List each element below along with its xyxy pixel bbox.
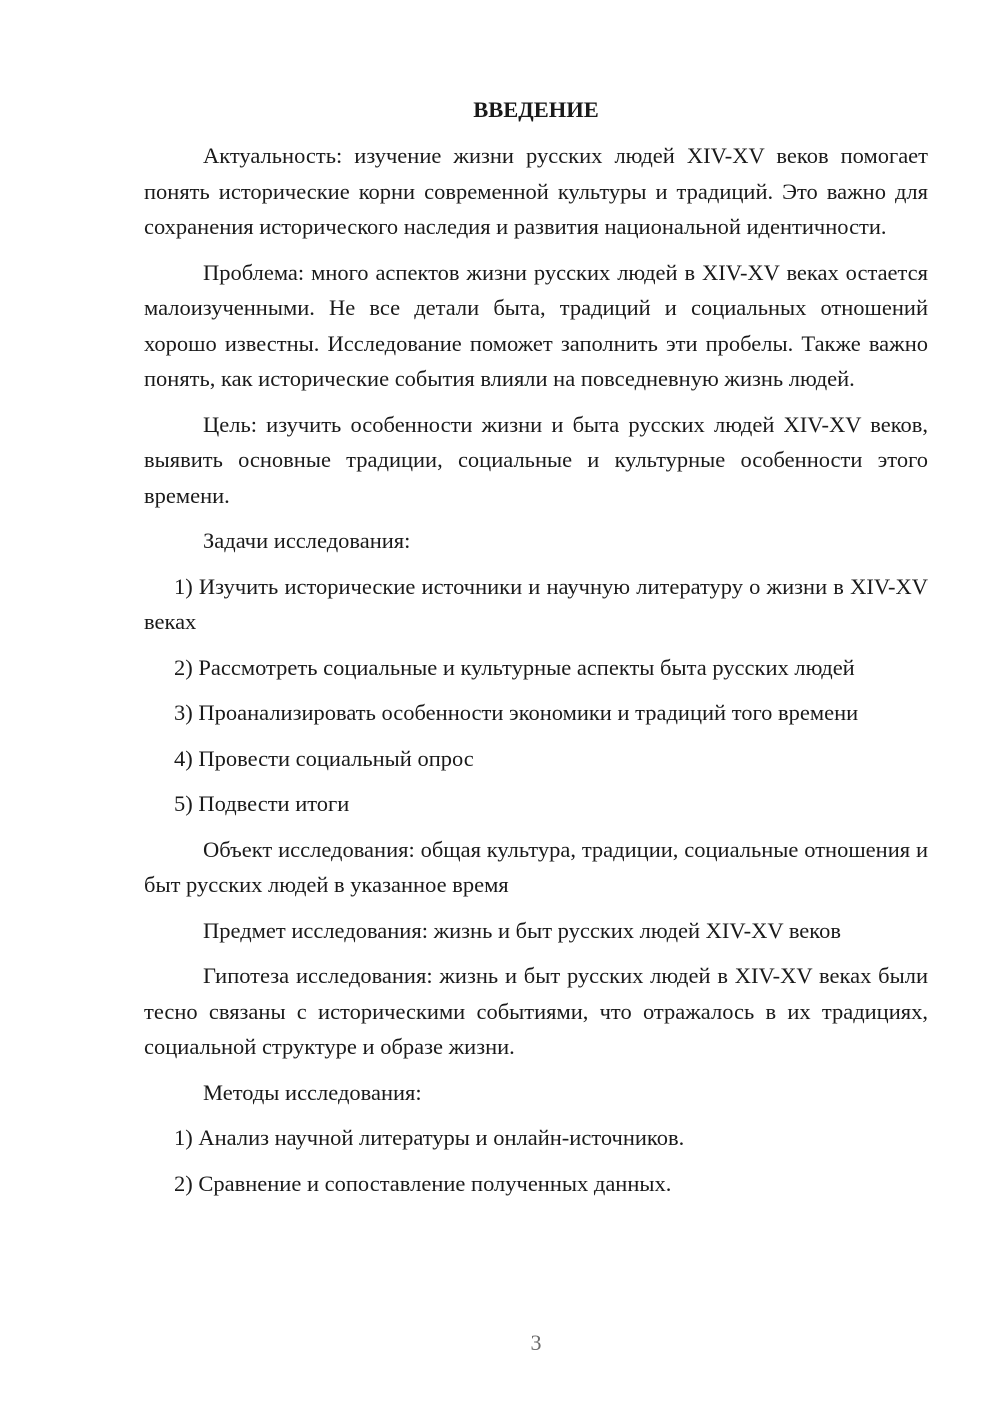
subject-paragraph: Предмет исследования: жизнь и быт русских людей XIV-XV веков: [203, 917, 841, 943]
document-page: [144, 92, 928, 1211]
task-item-3: 3) Проанализировать особенности экономики и традиций того времени: [174, 700, 859, 725]
object-paragraph: Объект исследования: общая культура, традиции, социальные отношения и быт русских людей в указанное время: [144, 836, 928, 897]
task-item-1: 1) Изучить исторические источники и научную литературу о жизни в XIV-XV веках: [144, 573, 928, 634]
relevance-paragraph: Актуальность: изучение жизни русских людей XIV-XV веков помогает понять исторические корни современной культуры и традиций. Это важно для сохранения исторического наследия и развития национальной идентичности.: [144, 143, 928, 239]
section-heading: ВВЕДЕНИЕ: [473, 97, 599, 122]
method-item-1: 1) Анализ научной литературы и онлайн-источников.: [174, 1125, 685, 1150]
tasks-label: Задачи исследования:: [203, 528, 411, 553]
task-item-2: 2) Рассмотреть социальные и культурные аспекты быта русских людей: [174, 654, 855, 680]
problem-paragraph: Проблема: много аспектов жизни русских людей в XIV-XV веках остается малоизученными. Не все детали быта, традиций и социальных отношений хорошо известны. Исследование поможет заполнить эти пробелы. Также важно понять, как исторические события влияли на повседневную жизнь людей.: [144, 259, 928, 391]
task-item-5: 5) Подвести итоги: [174, 791, 350, 816]
method-item-2: 2) Сравнение и сопоставление полученных данных.: [174, 1170, 672, 1196]
task-item-4: 4) Провести социальный опрос: [174, 745, 474, 771]
hypothesis-paragraph: Гипотеза исследования: жизнь и быт русских людей в XIV-XV веках были тесно связаны с историческими событиями, что отражалось в их традициях, социальной структуре и образе жизни.: [144, 963, 928, 1059]
page-number: 3: [530, 1330, 542, 1355]
goal-paragraph: Цель: изучить особенности жизни и быта русских людей XIV-XV веков, выявить основные традиции, социальные и культурные особенности этого времени.: [144, 411, 928, 508]
methods-label: Методы исследования:: [203, 1079, 422, 1105]
